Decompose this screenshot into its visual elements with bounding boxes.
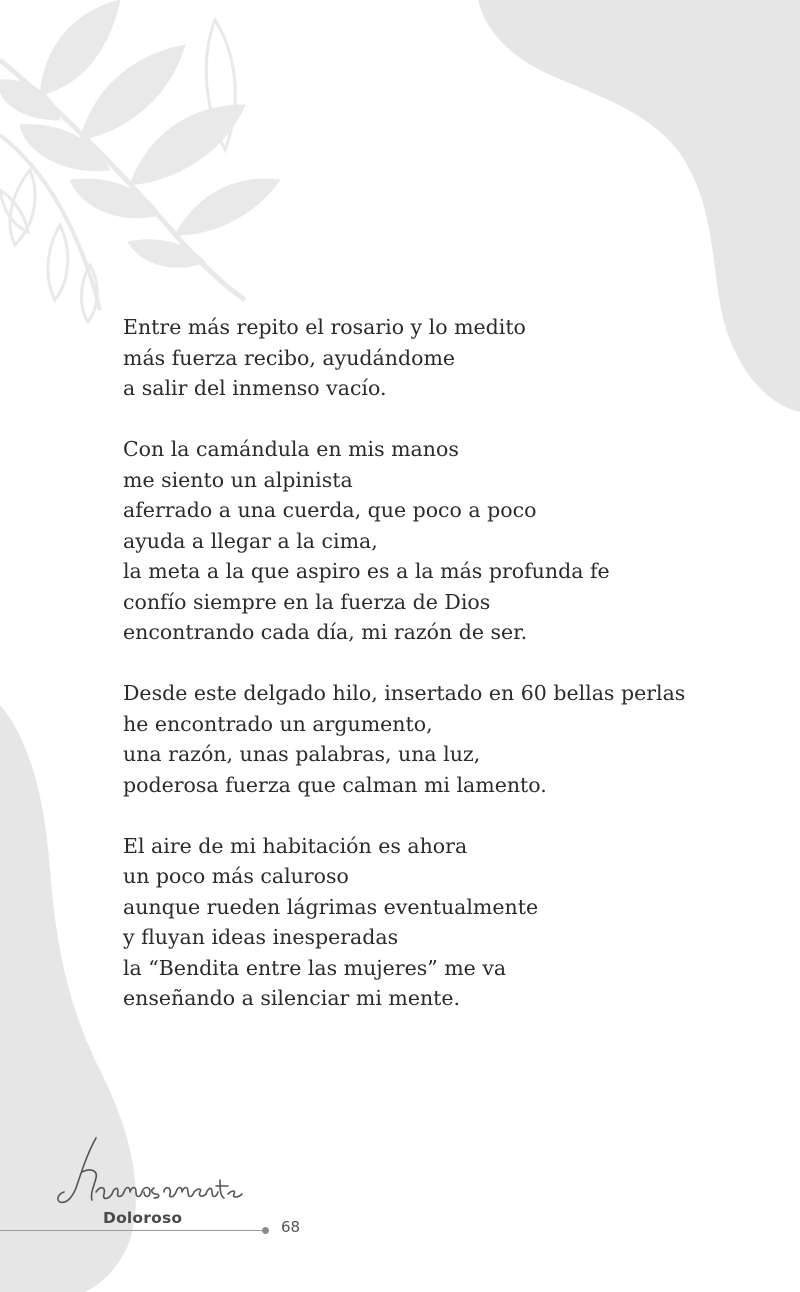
poem-line: he encontrado un argumento, <box>123 711 433 736</box>
poem-line: y fluyan ideas inesperadas <box>123 925 399 949</box>
page-number: 68 <box>281 1218 301 1236</box>
poem-line: aunque rueden lágrimas eventualmente <box>123 894 539 919</box>
leaf-shape <box>175 179 280 235</box>
poem-line: aferrado a una cuerda, que poco a poco <box>123 498 537 522</box>
poem-line: Con la camándula en mis manos <box>123 437 459 461</box>
leaf-shape <box>80 45 185 140</box>
poem-line: Entre más repito el rosario y lo medito <box>123 315 526 339</box>
brand-label: Doloroso <box>103 1209 183 1227</box>
poem-line: El aire de mi habitación es ahora <box>123 833 468 858</box>
poem-line: una razón, unas palabras, una luz, <box>123 742 481 766</box>
leaf-branch-illustration <box>0 0 280 322</box>
poem-line: a salir del inmenso vacío. <box>123 376 387 400</box>
poem-stanza <box>123 434 743 648</box>
poem-line: Desde este delgado hilo, insertado en 60 bellas perlas <box>123 681 686 705</box>
leaf-shape <box>10 170 35 245</box>
poem-stanza <box>123 831 743 1014</box>
leaf-shape <box>40 0 120 95</box>
poem-line: la “Bendita entre las mujeres” me va <box>123 955 507 980</box>
footer-rule <box>0 1230 262 1231</box>
leaf-shape <box>48 225 68 300</box>
poem-line: encontrando cada día, mi razón de ser. <box>123 620 528 644</box>
leaf-shape <box>128 240 205 267</box>
poem-line: me siento un alpinista <box>123 467 353 492</box>
footer-rule-dot <box>262 1227 269 1234</box>
poem-line: un poco más caluroso <box>123 864 349 888</box>
poem-line: confío siempre en la fuerza de Dios <box>123 589 491 614</box>
poem-line: poderosa fuerza que calman mi lamento. <box>123 772 547 797</box>
poem-line: enseñando a silenciar mi mente. <box>123 986 461 1010</box>
poem-line: más fuerza recibo, ayudándome <box>123 345 456 370</box>
poem-stanza <box>123 312 743 404</box>
poem-stanza <box>123 678 743 800</box>
poem-line: la meta a la que aspiro es a la más profunda fe <box>123 559 610 583</box>
poem-text <box>123 312 743 1044</box>
brand-script-logo <box>52 1132 252 1212</box>
poem-line: ayuda a llegar a la cima, <box>123 528 378 553</box>
